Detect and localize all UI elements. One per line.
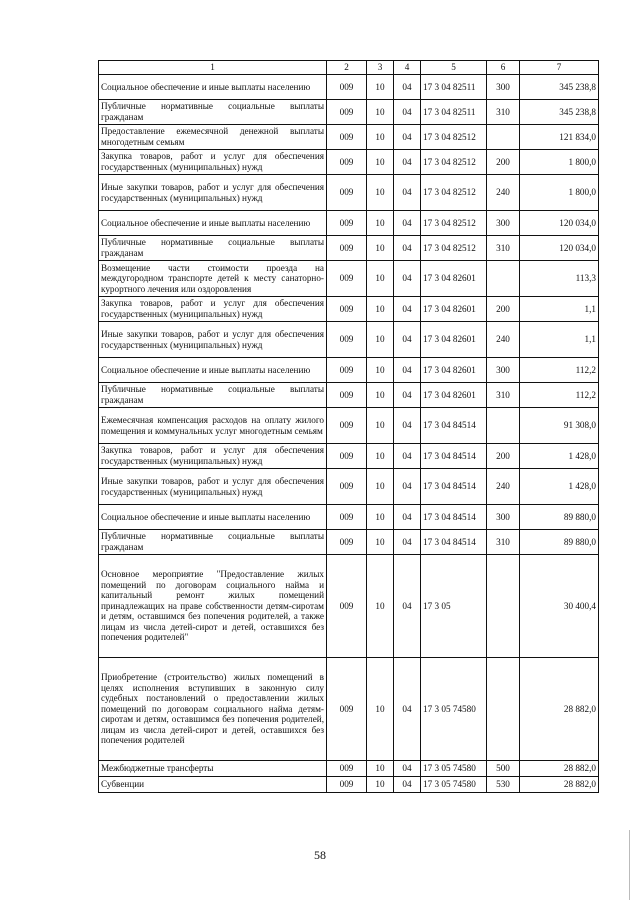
row-expense-type-cell	[487, 125, 520, 150]
row-expense-type-cell: 500	[487, 761, 520, 777]
budget-table	[98, 60, 599, 793]
table-row	[99, 261, 599, 297]
row-name-cell: Публичные нормативные социальные выплаты гражданам	[99, 530, 327, 555]
row-ministry-code-cell: 009	[327, 150, 367, 175]
row-name-cell: Ежемесячная компенсация расходов на оплату жилого помещения и коммунальных услуг многодетным семьям	[99, 408, 327, 444]
row-ministry-code-cell: 009	[327, 761, 367, 777]
row-name-cell: Предоставление ежемесячной денежной выплаты многодетным семьям	[99, 125, 327, 150]
table-row	[99, 530, 599, 555]
row-amount-cell: 28 882,0	[520, 658, 599, 761]
row-expense-type-cell	[487, 408, 520, 444]
row-target-article-cell: 17 3 04 82601	[421, 358, 487, 383]
row-amount-cell: 120 034,0	[520, 211, 599, 236]
row-subsection-cell: 04	[394, 100, 421, 125]
header-cell: 5	[421, 61, 487, 75]
row-section-cell: 10	[367, 777, 394, 793]
table-row	[99, 469, 599, 505]
row-expense-type-cell: 310	[487, 383, 520, 408]
row-ministry-code-cell: 009	[327, 444, 367, 469]
row-section-cell: 10	[367, 658, 394, 761]
row-amount-cell: 30 400,4	[520, 555, 599, 658]
row-target-article-cell: 17 3 04 84514	[421, 469, 487, 505]
table-row	[99, 383, 599, 408]
row-ministry-code-cell: 009	[327, 658, 367, 761]
header-cell: 2	[327, 61, 367, 75]
header-cell: 4	[394, 61, 421, 75]
row-subsection-cell: 04	[394, 530, 421, 555]
row-name-cell: Основное мероприятие "Предоставление жилых помещений по договорам социального найма и капитальный ремонт жилых помещений принадлежащих на праве собственности детям-сиротам и детям, оставшимся без попечения родителей, а также лицам из числа детей-сирот и детей, оставшихся без попечения родителей"	[99, 555, 327, 658]
row-target-article-cell: 17 3 04 84514	[421, 408, 487, 444]
row-amount-cell: 91 308,0	[520, 408, 599, 444]
row-subsection-cell: 04	[394, 408, 421, 444]
row-subsection-cell: 04	[394, 358, 421, 383]
row-name-cell: Социальное обеспечение и иные выплаты населению	[99, 211, 327, 236]
row-ministry-code-cell: 009	[327, 383, 367, 408]
row-subsection-cell: 04	[394, 175, 421, 211]
table-row	[99, 297, 599, 322]
row-name-cell: Публичные нормативные социальные выплаты гражданам	[99, 236, 327, 261]
row-target-article-cell: 17 3 04 82512	[421, 150, 487, 175]
row-section-cell: 10	[367, 408, 394, 444]
table-row	[99, 100, 599, 125]
row-target-article-cell: 17 3 04 82601	[421, 322, 487, 358]
row-amount-cell: 120 034,0	[520, 236, 599, 261]
row-target-article-cell: 17 3 05 74580	[421, 658, 487, 761]
table-row	[99, 150, 599, 175]
row-ministry-code-cell: 009	[327, 777, 367, 793]
row-name-cell: Публичные нормативные социальные выплаты гражданам	[99, 100, 327, 125]
row-name-cell: Возмещение части стоимости проезда на междугородном транспорте детей к месту санаторно-курортного лечения или оздоровления	[99, 261, 327, 297]
row-name-cell: Приобретение (строительство) жилых помещений в целях исполнения вступивших в законную силу судебных постановлений о предоставлении жилых помещений по договорам социального найма детям-сиротам и детям, оставшимся без попечения родителей, лицам из числа детей-сирот и детей, оставшихся без попечения родителей	[99, 658, 327, 761]
row-name-cell: Субвенции	[99, 777, 327, 793]
row-section-cell: 10	[367, 236, 394, 261]
row-section-cell: 10	[367, 383, 394, 408]
table-row	[99, 505, 599, 530]
row-name-cell: Закупка товаров, работ и услуг для обеспечения государственных (муниципальных) нужд	[99, 444, 327, 469]
row-section-cell: 10	[367, 297, 394, 322]
row-subsection-cell: 04	[394, 297, 421, 322]
row-amount-cell: 112,2	[520, 383, 599, 408]
row-amount-cell: 1 428,0	[520, 444, 599, 469]
row-section-cell: 10	[367, 125, 394, 150]
table-row	[99, 175, 599, 211]
table-row	[99, 358, 599, 383]
row-ministry-code-cell: 009	[327, 505, 367, 530]
row-target-article-cell: 17 3 04 84514	[421, 444, 487, 469]
row-target-article-cell: 17 3 04 84514	[421, 505, 487, 530]
row-section-cell: 10	[367, 150, 394, 175]
row-expense-type-cell	[487, 261, 520, 297]
row-target-article-cell: 17 3 04 82512	[421, 175, 487, 211]
row-subsection-cell: 04	[394, 383, 421, 408]
row-amount-cell: 1 800,0	[520, 175, 599, 211]
header-row	[99, 61, 599, 75]
row-ministry-code-cell: 009	[327, 297, 367, 322]
row-section-cell: 10	[367, 175, 394, 211]
row-name-cell: Иные закупки товаров, работ и услуг для обеспечения государственных (муниципальных) нужд	[99, 175, 327, 211]
table-row	[99, 555, 599, 658]
row-subsection-cell: 04	[394, 777, 421, 793]
row-target-article-cell: 17 3 04 82511	[421, 100, 487, 125]
row-ministry-code-cell: 009	[327, 175, 367, 211]
row-expense-type-cell: 200	[487, 297, 520, 322]
row-target-article-cell: 17 3 05 74580	[421, 761, 487, 777]
header-cell: 1	[99, 61, 327, 75]
row-ministry-code-cell: 009	[327, 75, 367, 100]
table-row	[99, 408, 599, 444]
row-subsection-cell: 04	[394, 469, 421, 505]
table-row	[99, 236, 599, 261]
row-name-cell: Межбюджетные трансферты	[99, 761, 327, 777]
row-amount-cell: 121 834,0	[520, 125, 599, 150]
row-expense-type-cell: 240	[487, 175, 520, 211]
row-ministry-code-cell: 009	[327, 358, 367, 383]
table-row	[99, 761, 599, 777]
row-target-article-cell: 17 3 04 82511	[421, 75, 487, 100]
row-expense-type-cell: 240	[487, 322, 520, 358]
row-expense-type-cell	[487, 555, 520, 658]
row-expense-type-cell: 200	[487, 150, 520, 175]
row-expense-type-cell	[487, 658, 520, 761]
row-amount-cell: 112,2	[520, 358, 599, 383]
row-section-cell: 10	[367, 761, 394, 777]
row-subsection-cell: 04	[394, 236, 421, 261]
row-target-article-cell: 17 3 05 74580	[421, 777, 487, 793]
row-name-cell: Социальное обеспечение и иные выплаты населению	[99, 505, 327, 530]
row-ministry-code-cell: 009	[327, 125, 367, 150]
row-expense-type-cell: 530	[487, 777, 520, 793]
table-row	[99, 777, 599, 793]
row-name-cell: Закупка товаров, работ и услуг для обеспечения государственных (муниципальных) нужд	[99, 297, 327, 322]
row-amount-cell: 1 428,0	[520, 469, 599, 505]
row-section-cell: 10	[367, 505, 394, 530]
row-subsection-cell: 04	[394, 150, 421, 175]
row-ministry-code-cell: 009	[327, 322, 367, 358]
scan-edge-mark	[629, 830, 630, 900]
row-section-cell: 10	[367, 261, 394, 297]
row-section-cell: 10	[367, 469, 394, 505]
row-section-cell: 10	[367, 100, 394, 125]
row-subsection-cell: 04	[394, 761, 421, 777]
row-expense-type-cell: 300	[487, 358, 520, 383]
row-target-article-cell: 17 3 04 82601	[421, 261, 487, 297]
row-expense-type-cell: 300	[487, 211, 520, 236]
row-subsection-cell: 04	[394, 555, 421, 658]
header-cell: 6	[487, 61, 520, 75]
row-ministry-code-cell: 009	[327, 211, 367, 236]
row-subsection-cell: 04	[394, 322, 421, 358]
row-amount-cell: 345 238,8	[520, 75, 599, 100]
header-cell: 7	[520, 61, 599, 75]
row-section-cell: 10	[367, 444, 394, 469]
row-target-article-cell: 17 3 05	[421, 555, 487, 658]
row-name-cell: Иные закупки товаров, работ и услуг для обеспечения государственных (муниципальных) нужд	[99, 469, 327, 505]
row-expense-type-cell: 300	[487, 75, 520, 100]
table-row	[99, 211, 599, 236]
row-amount-cell: 1 800,0	[520, 150, 599, 175]
row-name-cell: Публичные нормативные социальные выплаты гражданам	[99, 383, 327, 408]
row-ministry-code-cell: 009	[327, 530, 367, 555]
table-row	[99, 322, 599, 358]
table-row	[99, 75, 599, 100]
header-cell: 3	[367, 61, 394, 75]
row-target-article-cell: 17 3 04 82512	[421, 125, 487, 150]
row-name-cell: Закупка товаров, работ и услуг для обеспечения государственных (муниципальных) нужд	[99, 150, 327, 175]
row-ministry-code-cell: 009	[327, 236, 367, 261]
row-target-article-cell: 17 3 04 82512	[421, 211, 487, 236]
page-number: 58	[314, 848, 326, 862]
row-section-cell: 10	[367, 555, 394, 658]
row-ministry-code-cell: 009	[327, 261, 367, 297]
row-subsection-cell: 04	[394, 211, 421, 236]
row-section-cell: 10	[367, 322, 394, 358]
row-ministry-code-cell: 009	[327, 100, 367, 125]
row-subsection-cell: 04	[394, 125, 421, 150]
row-subsection-cell: 04	[394, 261, 421, 297]
row-expense-type-cell: 200	[487, 444, 520, 469]
row-amount-cell: 345 238,8	[520, 100, 599, 125]
row-expense-type-cell: 310	[487, 100, 520, 125]
row-expense-type-cell: 300	[487, 505, 520, 530]
row-ministry-code-cell: 009	[327, 469, 367, 505]
row-subsection-cell: 04	[394, 444, 421, 469]
row-amount-cell: 89 880,0	[520, 505, 599, 530]
row-target-article-cell: 17 3 04 82512	[421, 236, 487, 261]
row-target-article-cell: 17 3 04 82601	[421, 297, 487, 322]
table-row	[99, 444, 599, 469]
row-amount-cell: 89 880,0	[520, 530, 599, 555]
row-expense-type-cell: 310	[487, 236, 520, 261]
table-row	[99, 658, 599, 761]
row-amount-cell: 28 882,0	[520, 777, 599, 793]
row-expense-type-cell: 240	[487, 469, 520, 505]
row-amount-cell: 1,1	[520, 297, 599, 322]
row-subsection-cell: 04	[394, 75, 421, 100]
table-row	[99, 125, 599, 150]
row-ministry-code-cell: 009	[327, 408, 367, 444]
budget-table-container	[98, 60, 598, 793]
row-name-cell: Социальное обеспечение и иные выплаты населению	[99, 358, 327, 383]
row-subsection-cell: 04	[394, 658, 421, 761]
row-expense-type-cell: 310	[487, 530, 520, 555]
row-ministry-code-cell: 009	[327, 555, 367, 658]
row-name-cell: Иные закупки товаров, работ и услуг для обеспечения государственных (муниципальных) нужд	[99, 322, 327, 358]
row-target-article-cell: 17 3 04 84514	[421, 530, 487, 555]
row-section-cell: 10	[367, 75, 394, 100]
row-target-article-cell: 17 3 04 82601	[421, 383, 487, 408]
row-subsection-cell: 04	[394, 505, 421, 530]
row-amount-cell: 1,1	[520, 322, 599, 358]
row-amount-cell: 28 882,0	[520, 761, 599, 777]
row-name-cell: Социальное обеспечение и иные выплаты населению	[99, 75, 327, 100]
row-section-cell: 10	[367, 358, 394, 383]
row-section-cell: 10	[367, 530, 394, 555]
row-amount-cell: 113,3	[520, 261, 599, 297]
row-section-cell: 10	[367, 211, 394, 236]
